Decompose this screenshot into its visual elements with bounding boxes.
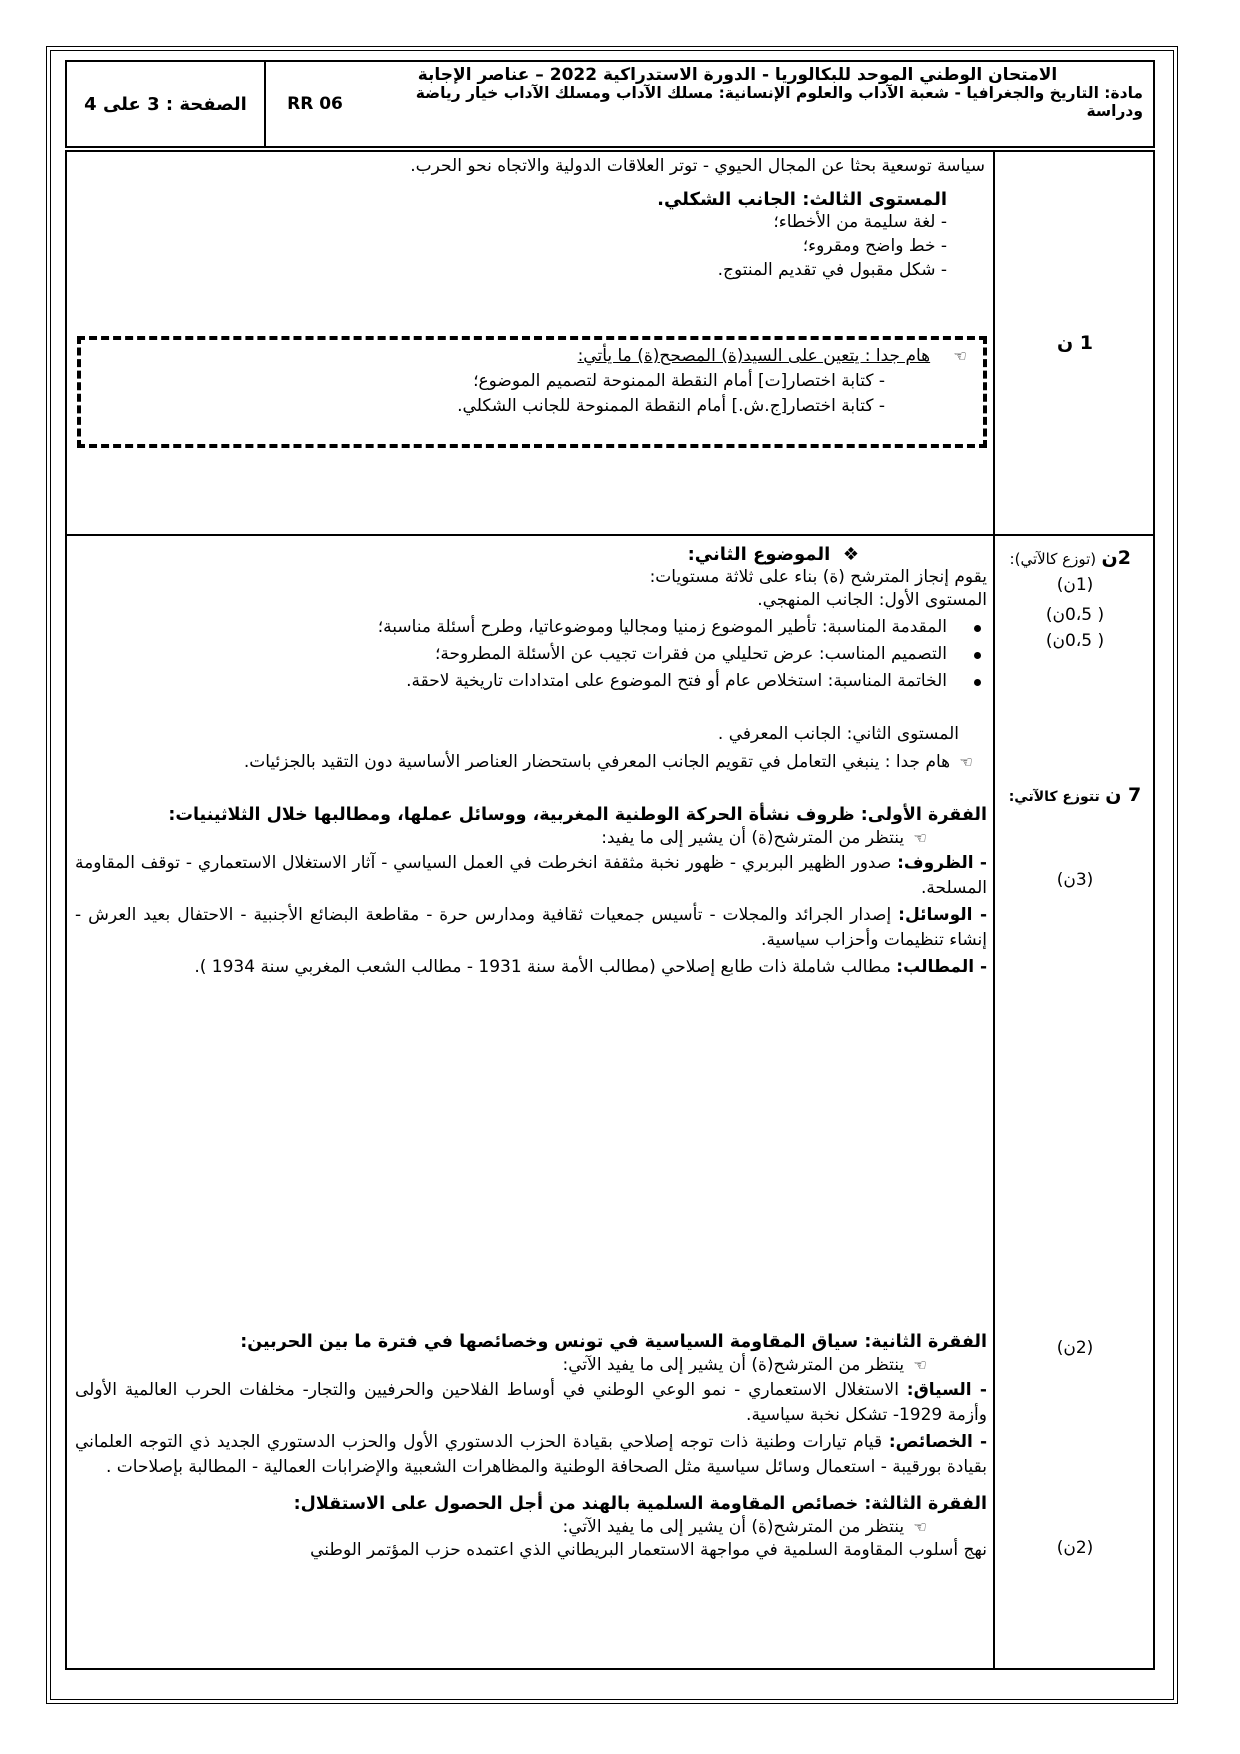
level1-score-main: 2ن — [1101, 547, 1131, 569]
level1-title: المستوى الأول: الجانب المنهجي. — [757, 590, 987, 610]
method-bullet — [75, 671, 987, 692]
method-bullet-text: المقدمة المناسبة: تأطير الموضوع زمنيا ومجاليا وموضوعاتيا، وطرح أسئلة مناسبة؛ — [377, 617, 947, 637]
para1-score: (3ن) — [1056, 870, 1094, 890]
level3-item: - خط واضح ومقروء؛ — [802, 236, 947, 256]
section2-content — [75, 544, 987, 980]
level2-score-note: تتوزع كالآتي: — [1008, 789, 1100, 805]
para1-title: الفقرة الأولى: ظروف نشأة الحركة الوطنية المغربية، ووسائل عملها، ومطالبها خلال الثلاثينيات: — [168, 805, 987, 825]
important-note-box — [77, 336, 987, 448]
para1-key: - الوسائل: — [898, 905, 988, 925]
exam-title-line1: الامتحان الوطني الموحد للبكالوريا - الدورة الاستدراكية 2022 – عناصر الإجابة — [417, 65, 1058, 85]
para2-value: قيام تيارات وطنية ذات توجه إصلاحي بقيادة الحزب الدستوري الأول والحزب الدستوري الجديد ذي التوجه العلماني بقيادة بورقيبة - استعمال وسائل سياسية مثل الصحافة الوطنية والمظاهرات الشعبية والإضرابات العمالية - المطالبة بإصلاحات . — [75, 1432, 987, 1477]
level3-item: - لغة سليمة من الأخطاء؛ — [773, 212, 947, 232]
level1-score-note: (توزع كالآتي): — [1009, 550, 1097, 568]
section1-score: 1 ن — [1056, 332, 1094, 354]
para3-expect: ينتظر من المترشح(ة) أن يشير إلى ما يفيد الآتي: — [562, 1517, 905, 1537]
pointing-hand-icon: ☜ — [913, 1356, 927, 1374]
para1-key: - الظروف: — [897, 853, 987, 873]
note-item: - كتابة اختصار[ج.ش.] أمام النقطة الممنوحة للجانب الشكلي. — [457, 396, 885, 416]
para2-title: الفقرة الثانية: سياق المقاومة السياسية في تونس وخصائصها في فترة ما بين الحربين: — [240, 1332, 987, 1352]
exam-header — [65, 60, 1155, 148]
para1-value: إصدار الجرائد والمجلات - تأسيس جمعيات ثقافية ومدارس حرة - مقاطعة البضائع الأجنبية - الاحتفال بعيد العرش - إنشاء تنظيمات وأحزاب سياسية. — [75, 905, 987, 950]
level3-title: المستوى الثالث: الجانب الشكلي. — [657, 189, 947, 210]
pointing-hand-icon: ☜ — [953, 347, 967, 365]
level2-score — [997, 784, 1153, 806]
para1-item — [75, 903, 987, 953]
para3-value: نهج أسلوب المقاومة السلمية في مواجهة الاستعمار البريطاني الذي اعتمده حزب المؤتمر الوطني — [310, 1540, 987, 1560]
para2-key: - السياق: — [906, 1380, 987, 1400]
level1-score-item: (1ن) — [1056, 575, 1094, 595]
pointing-hand-icon: ☜ — [913, 1518, 927, 1536]
para3-score: (2ن) — [1056, 1538, 1094, 1558]
para2-key: - الخصائص: — [888, 1432, 988, 1452]
level2-note: هام جدا : ينبغي التعامل في تقويم الجانب المعرفي باستحضار العناصر الأساسية دون التقيد بالجزئيات. — [243, 752, 951, 772]
para1-item — [75, 955, 987, 980]
row-divider — [67, 534, 1153, 536]
para1-expect: ينتظر من المترشح(ة) أن يشير إلى ما يفيد: — [601, 828, 905, 848]
exam-title — [364, 62, 1153, 146]
note-title: هام جدا : يتعين على السيد(ة) المصحح(ة) ما يأتي: — [577, 346, 931, 366]
para2-expect: ينتظر من المترشح(ة) أن يشير إلى ما يفيد الآتي: — [562, 1355, 905, 1375]
level3-item: - شكل مقبول في تقديم المنتوج. — [717, 260, 947, 280]
method-bullet — [75, 644, 987, 665]
level1-score-item: ( 0،5ن) — [1045, 605, 1105, 625]
method-bullet-text: الخاتمة المناسبة: استخلاص عام أو فتح الموضوع على امتدادات تاريخية لاحقة. — [406, 671, 947, 691]
para1-item — [75, 851, 987, 901]
para1-value: صدور الظهير البربري - ظهور نخبة مثقفة انخرطت في العمل السياسي - آثار الاستغلال الاستعماري - توقف المقاومة المسلحة. — [75, 853, 987, 898]
subject2-title: الموضوع الثاني: — [687, 544, 831, 565]
pointing-hand-icon: ☜ — [959, 753, 973, 771]
para2-score: (2ن) — [1056, 1338, 1094, 1358]
para2-value: الاستغلال الاستعماري - نمو الوعي الوطني في أوساط الفلاحين والحرفيين والتجار- مخلفات الحرب العالمية الأولى وأزمة 1929- تشكل نخبة سياسية. — [75, 1380, 987, 1425]
page-number: الصفحة : 3 على 4 — [84, 93, 247, 115]
pointing-hand-icon: ☜ — [913, 829, 927, 847]
para1-key: - المطالب: — [896, 957, 987, 977]
answer-table — [65, 150, 1155, 1670]
exam-title-line2: مادة: التاريخ والجغرافيا - شعبة الآداب والعلوم الإنسانية: مسلك الآداب ومسلك الآداب خيار رياضة ودراسة — [415, 84, 1143, 120]
para2-item — [75, 1378, 987, 1428]
page-frame — [50, 50, 1174, 1700]
level2-title: المستوى الثاني: الجانب المعرفي . — [717, 724, 959, 744]
level1-score-item: ( 0،5ن) — [1045, 631, 1105, 651]
level2-score-main: 7 ن — [1105, 784, 1142, 806]
method-bullet-text: التصميم المناسب: عرض تحليلي من فقرات تجيب عن الأسئلة المطروحة؛ — [434, 644, 947, 664]
para2-item — [75, 1430, 987, 1480]
para3-title: الفقرة الثالثة: خصائص المقاومة السلمية بالهند من أجل الحصول على الاستقلال: — [293, 1494, 987, 1514]
subject2-intro: يقوم إنجاز المترشح (ة) بناء على ثلاثة مستويات: — [649, 567, 987, 587]
section2-para2 — [75, 1332, 987, 1561]
exam-code: RR 06 — [264, 62, 364, 146]
method-bullet — [75, 617, 987, 638]
note-item: - كتابة اختصار[ت] أمام النقطة الممنوحة لتصميم الموضوع؛ — [473, 371, 885, 391]
para1-value: مطالب شاملة ذات طابع إصلاحي (مطالب الأمة سنة 1931 - مطالب الشعب المغربي سنة 1934 ). — [194, 957, 891, 977]
diamond-bullet-icon: ❖ — [842, 544, 859, 565]
section1-content — [75, 156, 987, 281]
column-divider — [993, 152, 995, 1668]
level1-score — [997, 548, 1153, 651]
continuation-text: سياسة توسعية بحثا عن المجال الحيوي - توتر العلاقات الدولية والاتجاه نحو الحرب. — [410, 156, 985, 176]
